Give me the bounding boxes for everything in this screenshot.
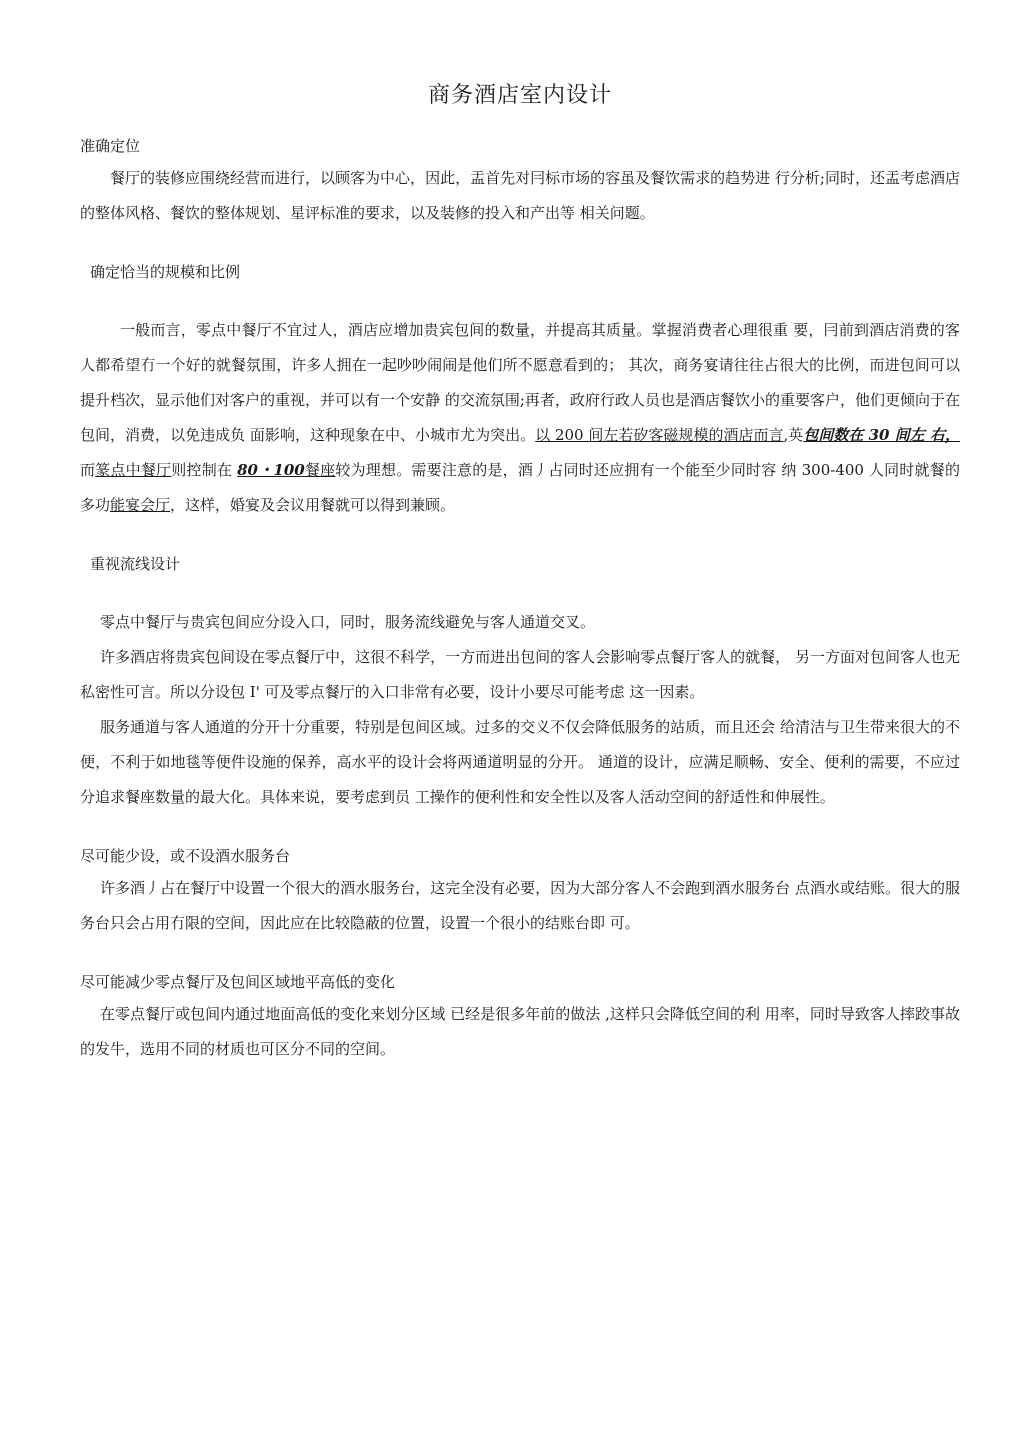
paragraph (80, 313, 960, 523)
section-heading-floor-level: 尽可能减少零点餐厅及包间区域地平高低的变化 (80, 973, 396, 991)
text-run: 则控制在 (171, 461, 238, 479)
text-run: ,英 (783, 426, 804, 444)
paragraph: 服务通道与客人通道的分开十分重要，特别是包间区域。过多的交义不仅会降低服务的站质，而且还会 给清洁与卫生带来很大的不便，不利于如地毯等便件设施的保养，高水平的设计会将两通道明显的分开。 通道的设计，应满足顺畅、安全、便利的需要，不应过分追求餐座数量的最大化。具体来说，要考虑到员 工操作的便利性和安全性以及客人活动空间的舒适性和伸展性。 (80, 718, 960, 806)
page-title: 商务酒店室内设计 (427, 83, 612, 108)
text-run: 较为理想。需要注意的是，酒丿占同时还应拥有一个能至少同时容 纳 300-400 人同时就餐的多功 (80, 461, 960, 514)
paragraph: 在零点餐厅或包间内通过地面高低的变化来划分区域 已经是很多年前的做法 ,这样只会降低空间的利 用率，同时导致客人摔跤事故的发牛，选用不同的材质也可区分不同的空间。 (80, 1005, 960, 1058)
section-heading-scale: 确定恰当的规模和比例 (90, 263, 241, 281)
emphasized-text: 包间数在 30 间左 右， (803, 426, 960, 444)
text-run: 一般而言，零点中餐厅不宜过人，酒店应增加贵宾包间的数量，并提高其质量。掌握消费者心理很重 要，冃前到酒店消费的客人都希望冇一个好的就餐氛围，许多人拥在一起吵吵闹闹是他们所不愿意看到的； 其次，商务宴请往往占很大的比例，而进包间可以提升档次，显示他们对客户的重视，并可以有一个安静 的交流氛围;再者，政府行政人员也是酒店餐饮小的重要客户，他们更倾向于在包间，消费，以免违成负 面影响，这种现象在中、小城市尤为突出。 (80, 321, 960, 444)
document-page (80, 78, 960, 1067)
underlined-text: 能宴会厅 (110, 496, 171, 514)
paragraph: 零点中餐厅与贵宾包间应分设入口，同时，服务流线避免与客人通道交叉。 (100, 613, 596, 631)
section-heading-flow: 重视流线设计 (90, 555, 181, 573)
text-run: 而 (80, 461, 96, 479)
underlined-text: 以 200 间左若矽客磁规模的酒店而言 (535, 426, 784, 444)
emphasized-text: 80・100 (237, 461, 305, 479)
paragraph: 许多酒店将贵宾包间设在零点餐厅中，这很不科学，一方而进出包间的客人会影响零点餐厅客人的就餐， 另一方面对包间客人也无私密性可言。所以分设包 I' 可及零点餐厅的入口非常有必要，设计小要尽可能考虑 这一因素。 (80, 648, 960, 701)
section-heading-positioning: 准确定位 (80, 137, 141, 155)
section-heading-bar-counter: 尽可能少设，或不设酒水服务台 (80, 847, 291, 865)
paragraph: 许多酒丿占在餐厅中设置一个很大的酒水服务台，这完全没有必要，因为大部分客人不会跑到酒水服务台 点酒水或结账。很大的服务台只会占用冇限的空间，因此应在比较隐蔽的位置，设置一个很小的结账台即 可。 (80, 879, 960, 932)
underlined-text: 餐座 (304, 461, 336, 479)
paragraph: 餐厅的装修应围绕经营而进行，以顾客为中心，因此，盂首先对冃标市场的容虽及餐饮需求的趋势进 行分析;同时，还盂考虑酒店的整体风格、餐饮的整体规划、星评标准的要求，以及装修的投入和产出等 相关问题。 (80, 169, 960, 222)
text-run: ，这样，婚宴及会议用餐就可以得到兼顾。 (170, 496, 456, 514)
underlined-text: 篆点中餐厅 (95, 461, 172, 479)
